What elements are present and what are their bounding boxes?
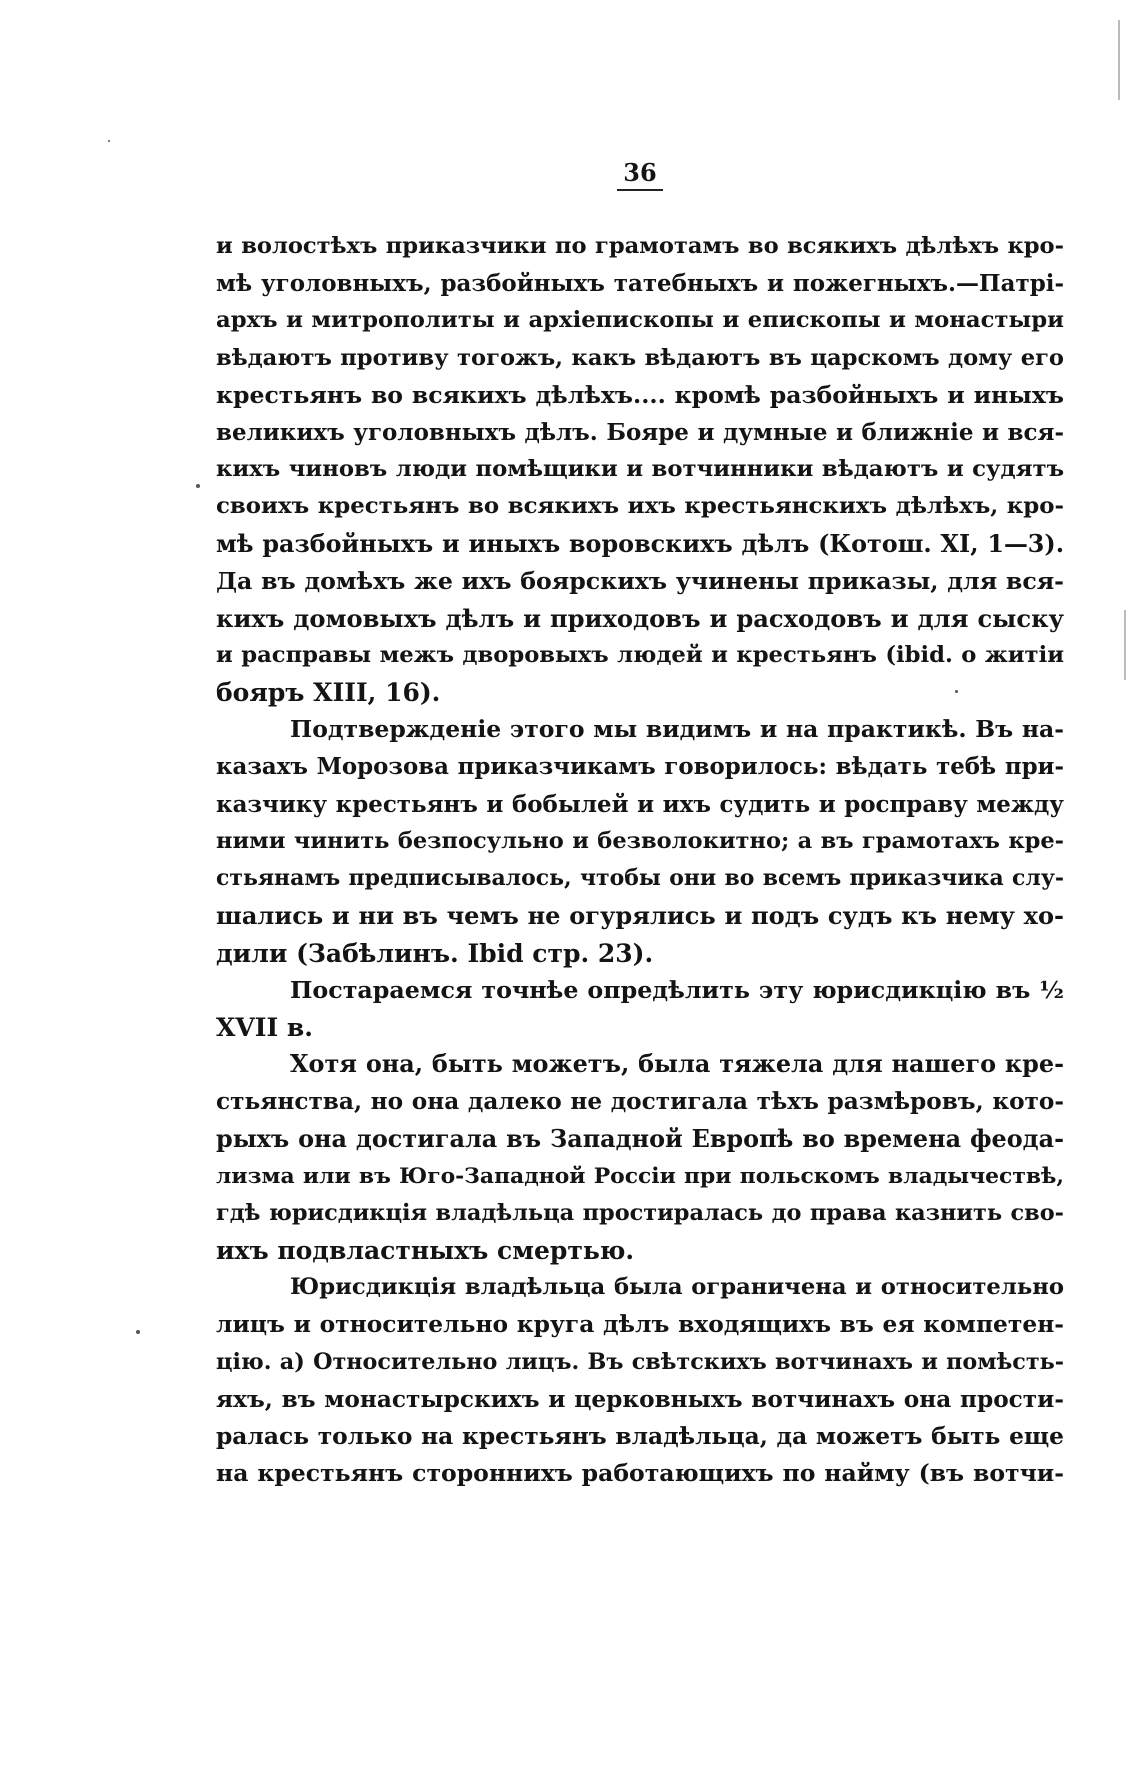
text-line: кихъ чиновъ люди помѣщики и вотчинники вѣдаютъ и судятъ <box>216 456 1064 483</box>
text-line: стьянамъ предписывалось, чтобы они во всемъ приказчика слу- <box>216 865 1064 892</box>
page-number: 36 <box>617 158 662 191</box>
text-line: Подтвержденіе этого мы видимъ и на практикѣ. Въ на- <box>290 715 1064 744</box>
text-line: яхъ, въ монастырскихъ и церковныхъ вотчинахъ она прости- <box>216 1385 1064 1413</box>
paragraph <box>216 972 1064 1046</box>
text-line: ними чинить безпосульно и безволокитно; а въ грамотахъ кре- <box>216 828 1064 854</box>
text-line: рыхъ она достигала въ Западной Европѣ во времена феода- <box>216 1124 1064 1153</box>
text-line: крестьянъ во всякихъ дѣлѣхъ.... кромѣ разбойныхъ и иныхъ <box>216 380 1064 409</box>
text-line: кихъ домовыхъ дѣлъ и приходовъ и расходовъ и для сыску <box>216 603 1064 633</box>
paragraph <box>216 1046 1064 1269</box>
scan-edge <box>1118 20 1120 100</box>
scan-speck <box>196 484 200 488</box>
text-line: вѣдаютъ противу тогожъ, какъ вѣдаютъ въ царскомъ дому его <box>216 344 1064 371</box>
scan-speck <box>108 140 110 142</box>
text-line: XVII в. <box>216 1012 313 1042</box>
text-line: цію. а) Относительно лицъ. Въ свѣтскихъ вотчинахъ и помѣсть- <box>216 1348 1064 1375</box>
text-line: дили (Забѣлинъ. Ibid стр. 23). <box>216 938 654 968</box>
text-line: казчику крестьянъ и бобылей и ихъ судить и росправу между <box>216 790 1064 818</box>
text-line: шались и ни въ чемъ не огурялись и подъ судъ къ нему хо- <box>216 901 1064 931</box>
text-line: на крестьянъ стороннихъ работающихъ по найму (въ вотчи- <box>216 1459 1064 1488</box>
text-line: ихъ подвластныхъ смертью. <box>216 1236 635 1266</box>
text-line: лизма или въ Юго-Западной Россіи при польскомъ владычествѣ, <box>216 1163 1064 1189</box>
text-line: казахъ Морозова приказчикамъ говорилось: вѣдать тебѣ при- <box>216 753 1064 780</box>
text-line: лицъ и относительно круга дѣлъ входящихъ въ ея компетен- <box>216 1310 1064 1339</box>
text-line: Постараемся точнѣе опредѣлить эту юрисдикцію въ ½ <box>290 975 1064 1004</box>
text-line: своихъ крестьянъ во всякихъ ихъ крестьянскихъ дѣлѣхъ, кро- <box>216 493 1064 520</box>
scan-edge <box>1124 610 1126 680</box>
paragraph <box>216 1269 1064 1492</box>
text-line: стьянства, но она далеко не достигала тѣхъ размѣровъ, кото- <box>216 1088 1064 1116</box>
text-line: Юрисдикція владѣльца была ограничена и относительно <box>290 1274 1064 1301</box>
page-number-container <box>600 158 680 191</box>
text-line: ралась только на крестьянъ владѣльца, да можетъ быть еще <box>216 1422 1064 1450</box>
scan-speck <box>136 1330 140 1334</box>
text-line: бояръ XIII, 16). <box>216 678 441 708</box>
text-line: архъ и митрополиты и архіепископы и епископы и монастыри <box>216 307 1064 334</box>
text-line: великихъ уголовныхъ дѣлъ. Бояре и думные и ближніе и вся- <box>216 418 1064 446</box>
body-text <box>216 228 1064 1492</box>
text-line: и волостѣхъ приказчики по грамотамъ во всякихъ дѣлѣхъ кро- <box>216 233 1064 259</box>
scan-speck <box>955 690 958 693</box>
text-line: мѣ уголовныхъ, разбойныхъ татебныхъ и пожегныхъ.—Патрі- <box>216 270 1064 298</box>
text-line: и расправы межъ дворовыхъ людей и крестьянъ (ibid. о житіи <box>216 642 1064 669</box>
text-line: Хотя она, быть можетъ, была тяжела для нашего кре- <box>290 1050 1064 1079</box>
text-line: гдѣ юрисдикція владѣльца простиралась до права казнить сво- <box>216 1199 1064 1226</box>
paragraph <box>216 711 1064 971</box>
text-line: Да въ домѣхъ же ихъ боярскихъ учинены приказы, для вся- <box>216 566 1064 595</box>
paragraph <box>216 228 1064 711</box>
text-line: мѣ разбойныхъ и иныхъ воровскихъ дѣлъ (Котош. XI, 1—3). <box>216 529 1064 558</box>
